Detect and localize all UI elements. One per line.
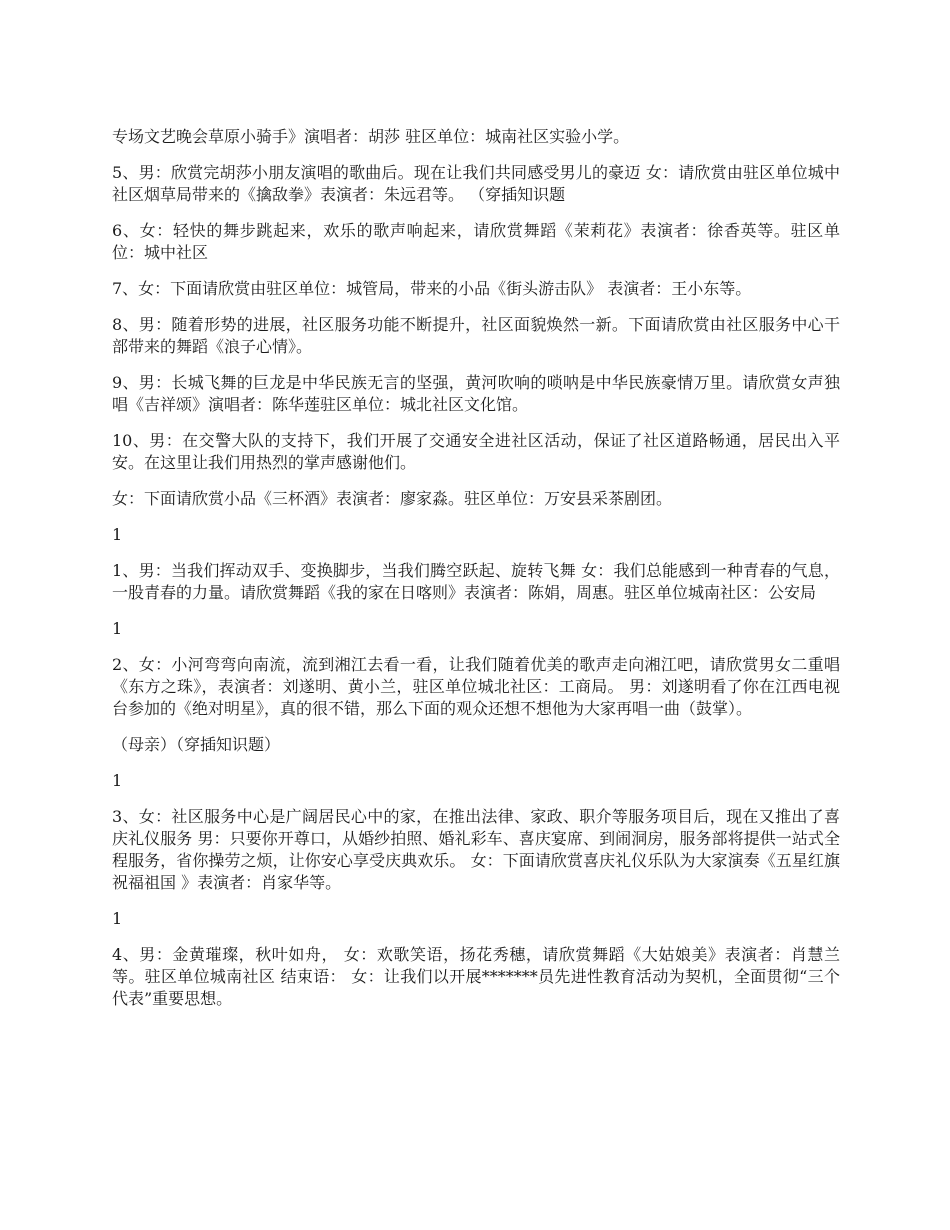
paragraph: 9、男：长城飞舞的巨龙是中华民族无言的坚强，黄河吹响的唢呐是中华民族豪情万里。请欣赏女声独唱《吉祥颂》演唱者：陈华莲驻区单位：城北社区文化馆。 [112, 373, 840, 414]
paragraph: 8、男：随着形势的进展，社区服务功能不断提升，社区面貌焕然一新。下面请欣赏由社区服务中心干部带来的舞蹈《浪子心情》。 [112, 315, 840, 356]
paragraph: 6、女：轻快的舞步跳起来，欢乐的歌声响起来，请欣赏舞蹈《茉莉花》表演者：徐香英等。驻区单位：城中社区 [112, 221, 840, 262]
paragraph: （母亲）（穿插知识题） [112, 735, 281, 754]
document-body [112, 126, 840, 1024]
paragraph: 5、男：欣赏完胡莎小朋友演唱的歌曲后。现在让我们共同感受男儿的豪迈 女：请欣赏由驻区单位城中社区烟草局带来的《擒敌拳》表演者：朱远君等。 （穿插知识题 [112, 163, 840, 204]
paragraph: 7、女：下面请欣赏由驻区单位：城管局，带来的小品《街头游击队》 表演者：王小东等。 [112, 279, 752, 298]
section-number: 1 [112, 909, 123, 928]
paragraph: 3、女：社区服务中心是广阔居民心中的家，在推出法律、家政、职介等服务项目后，现在又推出了喜庆礼仪服务 男：只要你开尊口，从婚纱拍照、婚礼彩车、喜庆宴席、到闹洞房，服务部将提供一站式全程服务，省你操劳之烦，让你安心享受庆典欢乐。 女：下面请欣赏喜庆礼仪乐队为大家演奏《五星红旗 祝福祖国 》表演者：肖家华等。 [112, 807, 840, 892]
paragraph: 2、女：小河弯弯向南流，流到湘江去看一看，让我们随着优美的歌声走向湘江吧，请欣赏男女二重唱《东方之珠》，表演者：刘遂明、黄小兰，驻区单位城北社区：工商局。 男：刘遂明看了你在江西电视台参加的《绝对明星》，真的很不错，那么下面的观众还想不想他为大家再唱一曲（鼓掌）。 [112, 655, 840, 718]
section-number: 1 [112, 525, 123, 544]
paragraph: 4、男：金黄璀璨，秋叶如舟， 女：欢歌笑语，扬花秀穗，请欣赏舞蹈《大姑娘美》表演者：肖慧兰等。驻区单位城南社区 结束语： 女：让我们以开展*******员先进性教育活动为契机，全面贯彻“三个代表”重要思想。 [112, 945, 840, 1008]
paragraph: 1、男：当我们挥动双手、变换脚步，当我们腾空跃起、旋转飞舞 女：我们总能感到一种青春的气息，一股青春的力量。请欣赏舞蹈《我的家在日喀则》表演者：陈娟，周惠。驻区单位城南社区：公安局 [112, 561, 840, 602]
section-number: 1 [112, 619, 123, 638]
paragraph: 10、男：在交警大队的支持下，我们开展了交通安全进社区活动，保证了社区道路畅通，居民出入平安。在这里让我们用热烈的掌声感谢他们。 [112, 431, 840, 472]
section-number: 1 [112, 771, 123, 790]
paragraph: 专场文艺晚会草原小骑手》演唱者：胡莎 驻区单位：城南社区实验小学。 [112, 127, 630, 146]
paragraph: 女：下面请欣赏小品《三杯酒》表演者：廖家淼。驻区单位：万安县采茶剧团。 [112, 489, 673, 508]
